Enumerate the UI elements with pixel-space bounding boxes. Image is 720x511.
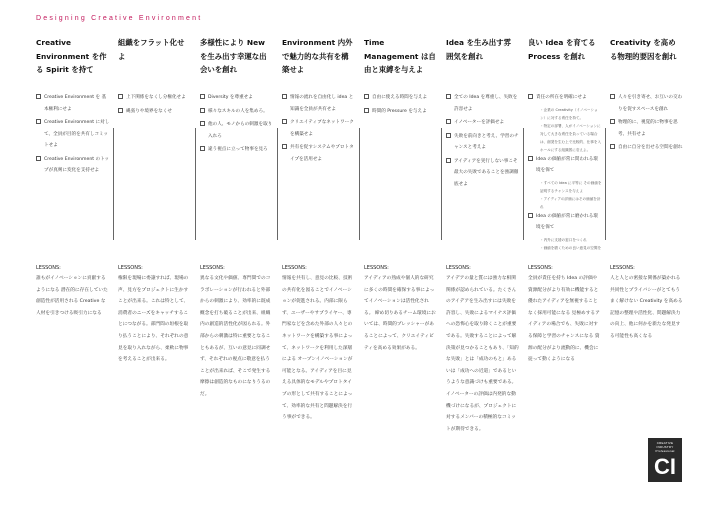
lessons-section xyxy=(36,264,110,319)
checklist-item-text: イノベーターを評価せよ xyxy=(454,120,505,125)
checklist xyxy=(36,92,110,179)
principle-title: Idea を生み出す雰囲気を創れ xyxy=(446,38,511,61)
checklist xyxy=(364,92,438,119)
checklist-item-text: Creative Environment に対して、全員が目的を共有しコミットせよ xyxy=(44,120,110,148)
checkbox-icon[interactable] xyxy=(446,133,451,138)
checklist-item xyxy=(610,142,684,154)
checklist-subitem: ・特定の部署、人がイノベーションに対して大きな責任を負っている場合は、創発を生む上で比較的、仕事を入ホールにする組織図に変えよ。 xyxy=(540,123,602,152)
checklist-subitem: ・企業の Creativity（イノベーション）に対する責任を持て。 xyxy=(540,107,598,120)
checklist-item-text: 自由に使える時間を与えよ xyxy=(372,95,428,100)
checklist xyxy=(282,92,356,167)
checklist-item xyxy=(446,92,520,115)
checklist-item-text: Diversity を尊重せよ xyxy=(208,95,253,100)
checkbox-icon[interactable] xyxy=(282,94,287,99)
checkbox-icon[interactable] xyxy=(282,144,287,149)
ci-logo xyxy=(648,438,682,482)
checkbox-icon[interactable] xyxy=(528,156,533,161)
checklist-item xyxy=(282,142,356,165)
checklist xyxy=(118,92,192,119)
page-title: Designing Creative Environment xyxy=(36,15,203,22)
column-divider xyxy=(113,128,114,240)
checklist-item xyxy=(36,92,110,115)
checkbox-icon[interactable] xyxy=(446,119,451,124)
checklist-item xyxy=(610,117,684,140)
principle-title: 多様性により New を生み出す幸運な出会いを創れ xyxy=(200,38,267,74)
checkbox-icon[interactable] xyxy=(200,108,205,113)
principle-title: Creativity を高める物理的要因を創れ xyxy=(610,38,677,61)
checkbox-icon[interactable] xyxy=(282,119,287,124)
lessons-section xyxy=(610,264,684,343)
lessons-section xyxy=(282,264,356,424)
checklist xyxy=(528,92,602,252)
lessons-section xyxy=(528,264,602,366)
lessons-section xyxy=(118,264,192,366)
lessons-text: 権限を現場に委譲すれば、現場の声、見方をプロジェクトに生かすことが出来る。これは特として、消費者のニーズをキャッチすることにつながる。部門間の垣根を取り払うことにより、それぞれの意見を取り入れながら、柔軟に物事を考えることが出来る。 xyxy=(118,276,189,363)
lessons-label: LESSONS: xyxy=(200,265,225,271)
checklist-item xyxy=(36,154,110,177)
checklist-item xyxy=(528,92,602,104)
checklist-item xyxy=(118,92,192,104)
checklist-item-text: クリエイティブなネットワークを構築せよ xyxy=(290,120,354,137)
logo-mark: CI xyxy=(654,454,676,479)
lessons-text: 情報を共有し、意見の比較、技術の共有化を図ることでイノベーションが促進される。内部に限らず、ユーザーやサプライヤー、専門家などを含めた外部の人々とのネットワークを構築する事によって、ネットワークを利用した深層による オープンイノベーションが可能となる。アイディアを目に見える具体的なモデルやプロトタイプの形として共有することによって、効率的な共有と問題解決を行う事ができる。 xyxy=(282,276,353,421)
checklist-subitem: ・すべての Idea に平等に その価値を証明するチャンスを与えよ xyxy=(540,180,602,193)
checkbox-icon[interactable] xyxy=(610,119,615,124)
checkbox-icon[interactable] xyxy=(446,94,451,99)
principle-column xyxy=(36,36,108,456)
checklist-item-text: Creative Environment を 基本権利にせよ xyxy=(44,95,107,112)
checklist-item xyxy=(446,117,520,129)
lessons-label: LESSONS: xyxy=(528,265,553,271)
checkbox-icon[interactable] xyxy=(36,119,41,124)
checklist-item xyxy=(610,92,684,115)
principle-column xyxy=(446,36,518,456)
checkbox-icon[interactable] xyxy=(364,94,369,99)
checklist-item xyxy=(118,106,192,118)
lessons-text: アイデアの量と質には強力な相関関係が認められている。たくさんのアイデアを生み出すには失敗を許容し、失敗によるマイナス評価への恐怖心を取り除くことが重要である。失敗することによって解決策が見つかることもあり、「知的な失敗」とは「成功のもと」あるいは「成功への近道」であるというような意識づけも重要である。イノベーターの評価は内発的な動機づけになるが、プロジェクトに対するメンバーの積極的なコミットが期待できる。 xyxy=(446,276,519,432)
checkbox-icon[interactable] xyxy=(528,213,533,218)
checkbox-icon[interactable] xyxy=(528,94,533,99)
column-divider xyxy=(195,128,196,240)
column-divider xyxy=(277,128,278,240)
checklist-item xyxy=(446,156,520,191)
checklist-item-text: Idea の価値が常に問われる環境を保て xyxy=(536,156,598,173)
principle-column xyxy=(528,36,600,456)
checklist-item-text: Creative Environment のトップが真剣に変化を支持せよ xyxy=(44,156,110,173)
checklist-item-text: 縄張りや境界をなくせ xyxy=(126,108,172,114)
checklist-item-text: 他の人、モノからの刺激を取り入れろ xyxy=(208,122,273,139)
checklist-item-text: 上下関係をなくし分権化せよ xyxy=(126,95,186,100)
column-divider xyxy=(359,128,360,240)
checklist-subitem: ・アイディアの評価にはその価値を計れ xyxy=(540,196,601,209)
checkbox-icon[interactable] xyxy=(364,108,369,113)
lessons-label: LESSONS: xyxy=(282,265,307,271)
checklist-item-text: アイディアを実行しない事こそ最大の失敗であることを強調徹底せよ xyxy=(454,158,519,187)
lessons-section xyxy=(200,264,274,401)
checklist-item-text: 様々なスキルの人を集めろ。 xyxy=(208,108,268,114)
checklist-item-text: 物理的に、視覚的に物事を思考、共有せよ xyxy=(618,120,678,137)
checklist-item xyxy=(528,154,602,177)
checkbox-icon[interactable] xyxy=(200,146,205,151)
principle-column xyxy=(364,36,436,456)
lessons-section xyxy=(446,264,520,435)
checklist-item-text: 自由に自分を出せる空間を創れ xyxy=(618,145,683,150)
lessons-label: LESSONS: xyxy=(446,265,471,271)
checklist-item xyxy=(528,211,602,234)
checklist xyxy=(200,92,274,158)
lessons-text: 誰もがイノベーションに貢献するようになる 潜在的に存在していた創造性が活用される Creative な人材を引きつける吸引力になる xyxy=(36,276,108,316)
checkbox-icon[interactable] xyxy=(200,94,205,99)
checklist-item-text: 全ての Idea を尊重し、失敗を許容せよ xyxy=(454,95,518,112)
principle-column xyxy=(610,36,682,456)
lessons-label: LESSONS: xyxy=(36,265,61,271)
checklist-item-text: 失敗を前向きと考え、学習のチャンスと考えよ xyxy=(454,133,519,150)
checkbox-icon[interactable] xyxy=(446,158,451,163)
checkbox-icon[interactable] xyxy=(610,94,615,99)
checklist-item xyxy=(200,106,274,118)
principle-title: Environment 内外で魅力的な共有を構築せよ xyxy=(282,38,353,74)
lessons-label: LESSONS: xyxy=(364,265,389,271)
principle-column xyxy=(118,36,190,456)
checklist-subitem: ・内外に支援の窓口をつくれ xyxy=(540,237,587,242)
checklist-item xyxy=(364,92,438,104)
lessons-text: 人と人との密接な関係が築かれる 共同性とプライバシーがとてもうまく解けない Creativity を高める 記憶の整理や活性化、問題解決力の向上、他に何かを新たな発見する可能性も高くなる xyxy=(610,276,683,339)
checklist-item-text: 責任の所在を明確にせよ xyxy=(536,95,587,100)
checklist-item xyxy=(36,117,110,152)
column-divider xyxy=(441,128,442,240)
lessons-label: LESSONS: xyxy=(610,265,635,271)
checkbox-icon[interactable] xyxy=(200,121,205,126)
checklist-item-text: Idea の価値が常に磨かれる環境を保て xyxy=(536,213,598,230)
logo-line2: Professional xyxy=(655,449,675,453)
lessons-section xyxy=(364,264,438,354)
checklist-item xyxy=(282,117,356,140)
checklist-item-text: 違う視点に立って物事を見ろ xyxy=(208,147,268,152)
principle-title: 組織をフラット化せよ xyxy=(118,38,185,61)
principle-title: Time Management は自由と束縛を与えよ xyxy=(364,38,436,74)
lessons-text: 異なる文化や価値、専門間でのコラボレーションが行われると外部からの刺激により、効率的に既成概念を打ち破ることが出来、組織内の創造的活性化が図られる。外部からの刺激は特に重要となることもあるが、互いの意見に同調せず、それぞれの視点に敬意を払うことが出来れば、そこで発生する摩擦は創造的なものになりうるのだ。 xyxy=(200,276,271,397)
checklist-item-text: 人々を引き寄せ、お互いの交わりを促すスペースを創れ xyxy=(618,95,683,112)
lessons-text: 全員が責任を持ち Idea の評価や資源配分がより有効に機能すると優れたアイディアを無視することなく採用可能になる 見極めするアイディアの場合でも、失敗に対する保障と学習のチャンスになる 資源の配分がより流動的に、機会に従って動くようになる xyxy=(528,276,600,363)
lessons-text: アイディアの熟成や個人的な研究に多くの時間を確保する事によってイノベーションは活性化される。 締め切りあるチーム環境においては、時間的プレッシャーがあることによって、クリエイティビティを高める効果がある。 xyxy=(364,276,436,351)
checklist-item xyxy=(446,131,520,154)
checklist-item-text: 時間的 Pressure を与えよ xyxy=(372,108,427,114)
principles-grid xyxy=(36,36,692,456)
principle-title: 良い Idea を育てる Process を創れ xyxy=(528,38,596,61)
principle-column xyxy=(282,36,354,456)
checklist xyxy=(446,92,520,192)
column-divider xyxy=(605,128,606,240)
checklist-subitem: ・価値を磨くための良い意見の空間を xyxy=(540,245,602,250)
checkbox-icon[interactable] xyxy=(36,94,41,99)
checklist-item-text: 情報の流れを自由化し idea と知識を全員が共有せよ xyxy=(290,95,354,112)
checkbox-icon[interactable] xyxy=(610,144,615,149)
checklist-item xyxy=(200,92,274,104)
principle-column xyxy=(200,36,272,456)
checklist-item xyxy=(364,106,438,118)
checklist-item xyxy=(200,119,274,142)
logo-line1: CREATIVE INDUSTRY xyxy=(656,441,674,449)
checkbox-icon[interactable] xyxy=(36,156,41,161)
column-divider xyxy=(523,128,524,240)
checklist-item-text: 共有を促すシステムやプロトタイプを活用せよ xyxy=(290,145,354,162)
checklist-item xyxy=(200,144,274,156)
checkbox-icon[interactable] xyxy=(118,108,123,113)
lessons-label: LESSONS: xyxy=(118,265,143,271)
principle-title: Creative Environment を作る Spirit を持て xyxy=(36,38,107,74)
checklist xyxy=(610,92,684,156)
checkbox-icon[interactable] xyxy=(118,94,123,99)
checklist-item xyxy=(282,92,356,115)
